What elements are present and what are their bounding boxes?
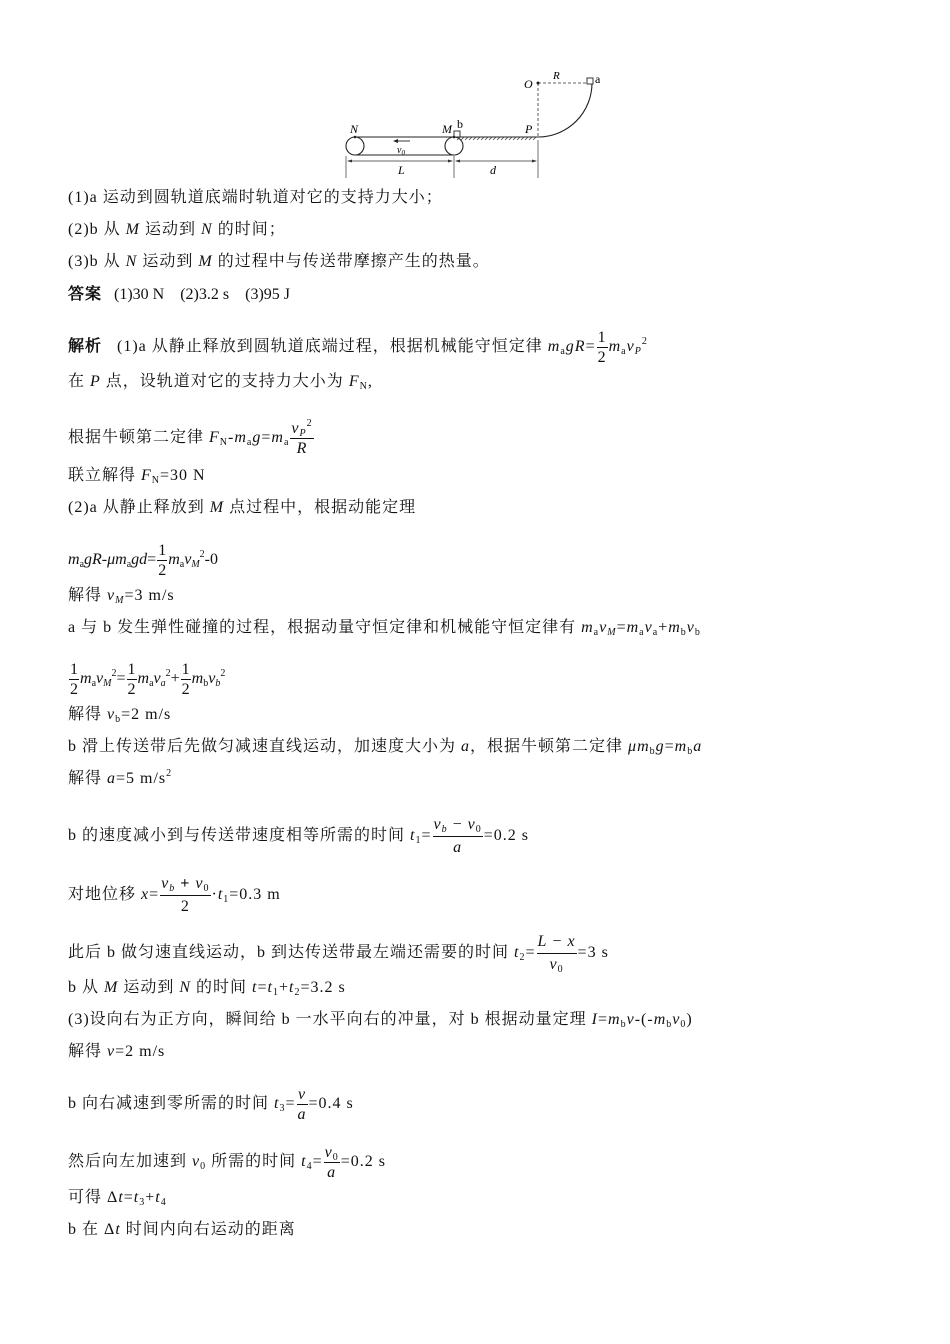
analysis-line-14: 对地位移 x= $\frac{v_b + v_0}{2}$ $\cdot t_1=0.3$ m <box>68 875 281 915</box>
label-N: N <box>350 122 359 136</box>
analysis-line-8: a 与 b 发生弹性碰撞的过程，根据动量守恒定律和机械能守恒定律有 $m_av_M=m_av_a+m_bv_b$ <box>68 619 701 638</box>
point-N <box>354 136 357 139</box>
analysis-line-16: b 从 M 运动到 N 的时间 $t=t_1+t_2=3.2$ s <box>68 979 346 998</box>
dim-d-arrow-right <box>532 160 537 163</box>
answer-label: 答案 <box>68 286 103 303</box>
analysis-line-11: b 滑上传送带后先做匀减速直线运动，加速度大小为 a，根据牛顿第二定律 $\mu m_bg=m_ba$ <box>68 738 703 757</box>
analysis-line-13: b 的速度减小到与传送带速度相等所需的时间 $t_1=$ $\frac{v_b - v_0}{a}$ =0.2 s <box>68 816 529 856</box>
analysis-line-5: (2)a 从静止释放到 M 点过程中，根据动能定理 <box>68 499 417 516</box>
label-O: O <box>524 77 533 91</box>
analysis-line-7: 解得 $v_M=3$ m/s <box>68 587 175 606</box>
analysis-line-22: b 在 Δt 时间内向右运动的距离 <box>68 1221 296 1238</box>
analysis-line-17: (3)设向右为正方向，瞬间给 b 一水平向右的冲量，对 b 根据动量定理 $I=m_bv-(-m_bv_0)$ <box>68 1011 693 1030</box>
label-d: d <box>490 163 496 177</box>
analysis-line-12: 解得 a=5 $m/s^2$ <box>68 768 173 787</box>
analysis-line-1: 解析 (1)a 从静止释放到圆轨道底端过程，根据机械能守恒定律 $m_agR=$ $\frac{1}{2}$ $m_av_P^2$ <box>68 329 648 366</box>
label-L: L <box>398 163 405 177</box>
label-P: P <box>525 122 533 136</box>
dim-L-arrow-left <box>347 160 352 163</box>
dim-L-arrow-right <box>448 160 453 163</box>
label-b: b <box>457 117 463 131</box>
analysis-line-3: 根据牛顿第二定律 $F_N-m_ag=m_a$ $\frac{v_P^2}{R}$ <box>68 418 313 457</box>
analysis-line-4: 联立解得 $F_N=30$ N <box>68 467 206 486</box>
right-pulley <box>445 137 463 155</box>
center-point <box>537 82 540 85</box>
analysis-line-10: 解得 $v_b=2$ m/s <box>68 706 172 725</box>
dim-d-arrow-left <box>455 160 460 163</box>
analysis-line-20: 然后向左加速到 $v_0$ 所需的时间 $t_4=$ $\frac{v_0}{a}$ =0.2 s <box>68 1144 386 1181</box>
physics-diagram <box>335 66 615 182</box>
analysis-line-2: 在 P 点，设轨道对它的支持力大小为 $F_N$, <box>68 373 373 392</box>
analysis-label: 解析 <box>68 338 103 356</box>
circular-track <box>538 83 592 137</box>
answer-text: (1)30 N (2)3.2 s (3)95 J <box>114 286 290 303</box>
analysis-line-21: 可得 $\Delta t=t_3+t_4$ <box>68 1189 167 1208</box>
label-M: M <box>442 122 452 136</box>
analysis-line-9: $\frac{1}{2}$ $m_av_M^2=$ $\frac{1}{2}$ $m_av_a^2+$ $\frac{1}{2}$ $m_bv_b^2$ <box>70 661 226 698</box>
label-v0: $v_0$ <box>397 145 405 157</box>
question-3: (3)b 从 N 运动到 M 的过程中与传送带摩擦产生的热量。 <box>68 253 490 270</box>
answer-line <box>68 285 290 305</box>
block-a <box>587 78 593 84</box>
analysis-line-6: $m_agR-\mu m_agd=$ $\frac{1}{2}$ $m_av_M^2-0$ <box>68 542 218 579</box>
analysis-line-15: 此后 b 做匀速直线运动，b 到达传送带最左端还需要的时间 $t_2=$ $\frac{L - x}{v_0}$ =3 s <box>68 933 609 975</box>
label-a: a <box>595 72 601 86</box>
analysis-line-18: 解得 v=2 m/s <box>68 1043 166 1060</box>
point-M <box>453 136 456 139</box>
question-2: (2)b 从 M 运动到 N 的时间； <box>68 221 286 238</box>
left-pulley <box>346 137 364 155</box>
label-R: R <box>553 70 560 82</box>
v0-arrowhead <box>393 139 398 143</box>
analysis-line-19: b 向右减速到零所需的时间 $t_3=$ $\frac{v}{a}$ =0.4 s <box>68 1086 354 1123</box>
question-1: (1)a 运动到圆轨道底端时轨道对它的支持力大小； <box>68 189 443 206</box>
